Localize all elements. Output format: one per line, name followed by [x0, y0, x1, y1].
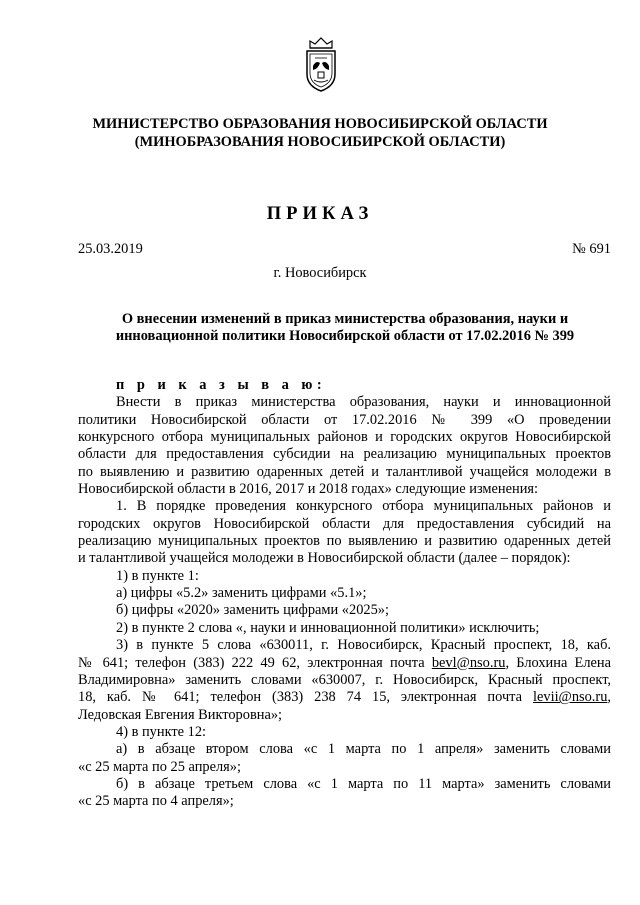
order-number: № 691 — [572, 241, 611, 257]
ministry-short-name: (МИНОБРАЗОВАНИЯ НОВОСИБИРСКОЙ ОБЛАСТИ) — [134, 134, 506, 150]
paragraph-line: 1. В порядке проведения конкурсного отбора муниципальных районов и — [116, 498, 611, 515]
paragraph-line: по выявлению и развитию одаренных детей и талантливой учащейся молодежи в — [78, 463, 611, 480]
paragraph-line: Ледовская Евгения Викторовна»; — [78, 706, 283, 723]
ministry-name: МИНИСТЕРСТВО ОБРАЗОВАНИЯ НОВОСИБИРСКОЙ ОБЛАСТИ — [92, 116, 548, 132]
paragraph-line: б) цифры «2020» заменить цифрами «2025»; — [116, 602, 389, 619]
paragraph-line: реализацию муниципальных проектов по выявлению и развитию одаренных детей — [78, 533, 611, 550]
paragraph-line: городских округов Новосибирской области для предоставления субсидий на — [78, 515, 611, 532]
paragraph-line — [78, 655, 611, 672]
paragraph-line: Новосибирской области в 2016, 2017 и 2018 годах» следующие изменения: — [78, 481, 539, 498]
line-text: № 641; телефон (383) 222 49 62, электронная почта — [78, 654, 432, 671]
paragraph-line: 1) в пункте 1: — [116, 567, 199, 584]
order-body — [78, 377, 611, 811]
paragraph-line: «с 25 марта по 4 апреля»; — [78, 793, 234, 810]
line-text: 18, каб. № 641; телефон (383) 238 74 15, электронная почта — [78, 689, 533, 706]
line-text: , Блохина Елена — [505, 654, 611, 671]
order-word-line — [78, 377, 611, 394]
document-type-title: ПРИКАЗ — [266, 203, 374, 224]
email-link[interactable]: levii@nso.ru — [532, 689, 608, 706]
order-word: п р и к а з ы в а ю: — [116, 377, 327, 393]
order-subject-line: О внесении изменений в приказ министерства образования, науки и — [121, 311, 569, 327]
email-link[interactable]: bevl@nso.ru — [431, 654, 506, 671]
paragraph-line: и талантливой учащейся молодежи в Новосибирской области (далее – порядок): — [78, 550, 571, 567]
coat-of-arms-icon — [302, 36, 340, 94]
paragraph-line: Внести в приказ министерства образования, науки и инновационной — [116, 394, 611, 411]
paragraph-line: 4) в пункте 12: — [116, 723, 207, 740]
paragraph-line: а) цифры «5.2» заменить цифрами «5.1»; — [116, 585, 367, 602]
order-subject-line: инновационной политики Новосибирской области от 17.02.2016 № 399 — [115, 328, 575, 344]
paragraph-line: политики Новосибирской области от 17.02.2016 № 399 «О проведении — [78, 411, 611, 428]
paragraph-line: 3) в пункте 5 слова «630011, г. Новосибирск, Красный проспект, 18, каб. — [116, 637, 611, 654]
paragraph-line: конкурсного отбора муниципальных районов и городских округов Новосибирской — [78, 429, 611, 446]
paragraph-line: б) в абзаце третьем слова «с 1 марта по 11 марта» заменить словами — [116, 775, 611, 792]
paragraph-line: области для предоставления субсидии на реализацию муниципальных проектов — [78, 446, 611, 463]
paragraph-line: «с 25 марта по 25 апреля»; — [78, 758, 241, 775]
paragraph-line: 2) в пункте 2 слова «, науки и инновационной политики» исключить; — [116, 619, 540, 636]
paragraph-line: а) в абзаце втором слова «с 1 марта по 1 апреля» заменить словами — [116, 741, 611, 758]
order-date: 25.03.2019 — [78, 241, 143, 257]
order-city: г. Новосибирск — [273, 265, 367, 281]
paragraph-line — [78, 689, 611, 706]
line-text: , — [607, 689, 611, 706]
paragraph-line: Владимировна» заменить словами «630007, г. Новосибирск, Красный проспект, — [78, 671, 611, 688]
